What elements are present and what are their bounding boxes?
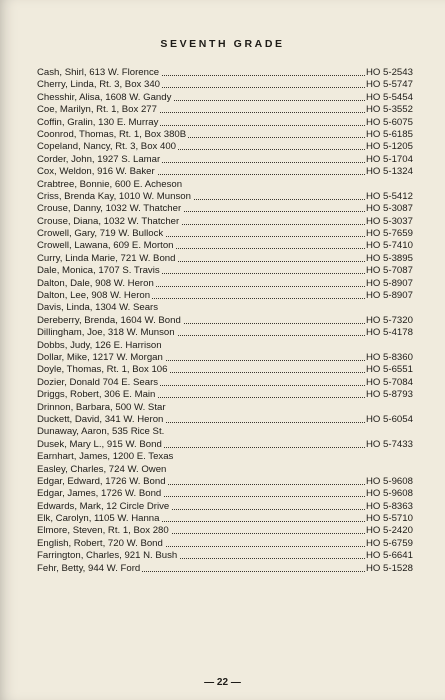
- directory-entry: [37, 426, 413, 438]
- entry-phone: HO 5-2420: [366, 525, 413, 537]
- directory-entry: [37, 117, 413, 129]
- entry-phone: HO 5-6075: [366, 116, 413, 128]
- entry-phone: HO 5-8360: [366, 351, 413, 363]
- entry-name-address: Crabtree, Bonnie, 600 E. Acheson: [37, 178, 183, 190]
- entry-name-address: Fehr, Betty, 944 W. Ford: [37, 562, 141, 574]
- directory-entry: [37, 141, 413, 153]
- section-heading: SEVENTH GRADE: [160, 38, 285, 50]
- entry-name-address: Drinnon, Barbara, 500 W. Star: [37, 401, 166, 413]
- entry-phone: HO 5-1704: [366, 153, 413, 165]
- entry-name-address: Curry, Linda Marie, 721 W. Bond: [37, 252, 176, 264]
- entry-name-address: Dillingham, Joe, 318 W. Munson: [37, 327, 175, 339]
- entry-name-address: Coffin, Gralin, 130 E. Murray: [37, 116, 159, 128]
- entry-name-address: Cox, Weldon, 916 W. Baker: [37, 166, 155, 178]
- entry-name-address: Easley, Charles, 724 W. Owen: [37, 463, 167, 475]
- directory-entry: [37, 129, 413, 141]
- entry-name-address: Davis, Linda, 1304 W. Sears: [37, 302, 159, 314]
- directory-entry: [37, 216, 413, 228]
- directory-entry: [37, 191, 413, 203]
- entry-name-address: Dalton, Lee, 908 W. Heron: [37, 290, 151, 302]
- entry-phone: HO 5-8907: [366, 290, 413, 302]
- entry-name-address: Crowell, Lawana, 609 E. Morton: [37, 240, 174, 252]
- entry-phone: HO 5-3552: [366, 104, 413, 116]
- entry-name-address: Coe, Marilyn, Rt. 1, Box 277: [37, 104, 157, 116]
- directory-entry: [37, 550, 413, 562]
- entry-phone: HO 5-9608: [366, 488, 413, 500]
- entry-name-address: Earnhart, James, 1200 E. Texas: [37, 451, 174, 463]
- entry-name-address: Cash, Shirl, 613 W. Florence: [37, 67, 160, 78]
- directory-entry: [37, 92, 413, 104]
- directory-entry: [37, 104, 413, 116]
- directory-entry: [37, 179, 413, 191]
- entry-name-address: Dobbs, Judy, 126 E. Harrison: [37, 339, 162, 351]
- directory-entry: [37, 154, 413, 166]
- entry-phone: HO 5-7659: [366, 228, 413, 240]
- entry-name-address: Copeland, Nancy, Rt. 3, Box 400: [37, 141, 177, 153]
- entry-name-address: Dunaway, Aaron, 535 Rice St.: [37, 426, 165, 438]
- directory-entry: [37, 439, 413, 451]
- entry-phone: HO 5-6054: [366, 413, 413, 425]
- directory-entry: [37, 67, 413, 79]
- page-number: — 22 —: [204, 677, 241, 688]
- directory-entry: [37, 290, 413, 302]
- directory-entry: [37, 501, 413, 513]
- entry-name-address: Edwards, Mark, 12 Circle Drive: [37, 500, 170, 512]
- entry-phone: HO 5-1528: [366, 562, 413, 574]
- entry-phone: HO 5-7087: [366, 265, 413, 277]
- directory-entry: [37, 538, 413, 550]
- directory-entry: [37, 265, 413, 277]
- directory-entry: [37, 488, 413, 500]
- entry-phone: HO 5-7084: [366, 376, 413, 388]
- entry-name-address: Dollar, Mike, 1217 W. Morgan: [37, 351, 163, 363]
- directory-entry: [37, 278, 413, 290]
- entry-phone: HO 5-3037: [366, 215, 413, 227]
- entry-phone: HO 5-8363: [366, 500, 413, 512]
- entry-phone: HO 5-1205: [366, 141, 413, 153]
- entry-phone: HO 5-8793: [366, 389, 413, 401]
- entry-name-address: Crowell, Gary, 719 W. Bullock: [37, 228, 164, 240]
- entry-name-address: Duckett, David, 341 W. Heron: [37, 413, 164, 425]
- entry-phone: HO 5-6551: [366, 364, 413, 376]
- entry-phone: HO 5-2543: [366, 67, 413, 78]
- entry-name-address: Dusek, Mary L., 915 W. Bond: [37, 438, 162, 450]
- entry-phone: HO 5-7410: [366, 240, 413, 252]
- directory-entry: [37, 563, 413, 575]
- directory-entry: [37, 228, 413, 240]
- directory-entry: [37, 253, 413, 265]
- entry-name-address: Farrington, Charles, 921 N. Bush: [37, 550, 178, 562]
- entry-phone: HO 5-6641: [366, 550, 413, 562]
- entry-name-address: Dereberry, Brenda, 1604 W. Bond: [37, 314, 181, 326]
- directory-entry: [37, 327, 413, 339]
- entry-name-address: English, Robert, 720 W. Bond: [37, 537, 163, 549]
- directory-entry: [37, 476, 413, 488]
- entry-name-address: Edgar, James, 1726 W. Bond: [37, 488, 162, 500]
- entry-phone: HO 5-4178: [366, 327, 413, 339]
- directory-entry: [37, 464, 413, 476]
- entry-name-address: Crouse, Diana, 1032 W. Thatcher: [37, 215, 180, 227]
- directory-entry: [37, 302, 413, 314]
- entry-name-address: Elk, Carolyn, 1105 W. Hanna: [37, 513, 160, 525]
- directory-entry: [37, 414, 413, 426]
- entry-phone: HO 5-5454: [366, 91, 413, 103]
- directory-entry: [37, 377, 413, 389]
- directory-entry: [37, 364, 413, 376]
- entry-name-address: Criss, Brenda Kay, 1010 W. Munson: [37, 190, 191, 202]
- directory-entry: [37, 513, 413, 525]
- entry-name-address: Dale, Monica, 1707 S. Travis: [37, 265, 160, 277]
- directory-entry: [37, 203, 413, 215]
- entry-phone: HO 5-1324: [366, 166, 413, 178]
- entry-name-address: Crouse, Danny, 1032 W. Thatcher: [37, 203, 182, 215]
- directory-entry: [37, 352, 413, 364]
- directory-entry: [37, 315, 413, 327]
- directory-entry: [37, 340, 413, 352]
- entry-name-address: Doyle, Thomas, Rt. 1, Box 106: [37, 364, 168, 376]
- entry-phone: HO 5-3087: [366, 203, 413, 215]
- entry-name-address: Corder, John, 1927 S. Lamar: [37, 153, 161, 165]
- entry-name-address: Edgar, Edward, 1726 W. Bond: [37, 475, 166, 487]
- entry-phone: HO 5-6185: [366, 128, 413, 140]
- entry-phone: HO 5-3895: [366, 252, 413, 264]
- entry-name-address: Cherry, Linda, Rt. 3, Box 340: [37, 79, 161, 91]
- entry-name-address: Dozier, Donald 704 E. Sears: [37, 376, 159, 388]
- entry-phone: HO 5-6759: [366, 537, 413, 549]
- entry-name-address: Driggs, Robert, 306 E. Main: [37, 389, 156, 401]
- directory-entry: [37, 389, 413, 401]
- directory-entry: [37, 79, 413, 91]
- entry-phone: HO 5-5710: [366, 513, 413, 525]
- directory-list: [37, 67, 413, 575]
- entry-name-address: Dalton, Dale, 908 W. Heron: [37, 277, 154, 289]
- entry-phone: HO 5-7320: [366, 314, 413, 326]
- directory-entry: [37, 402, 413, 414]
- directory-entry: [37, 525, 413, 537]
- entry-name-address: Elmore, Steven, Rt. 1, Box 280: [37, 525, 169, 537]
- entry-name-address: Coonrod, Thomas, Rt. 1, Box 380B: [37, 128, 187, 140]
- entry-phone: HO 5-7433: [366, 438, 413, 450]
- entry-name-address: Chesshir, Alisa, 1608 W. Gandy: [37, 91, 172, 103]
- entry-phone: HO 5-9608: [366, 475, 413, 487]
- entry-phone: HO 5-5747: [366, 79, 413, 91]
- entry-phone: HO 5-8907: [366, 277, 413, 289]
- entry-phone: HO 5-5412: [366, 190, 413, 202]
- directory-entry: [37, 240, 413, 252]
- directory-entry: [37, 451, 413, 463]
- directory-entry: [37, 166, 413, 178]
